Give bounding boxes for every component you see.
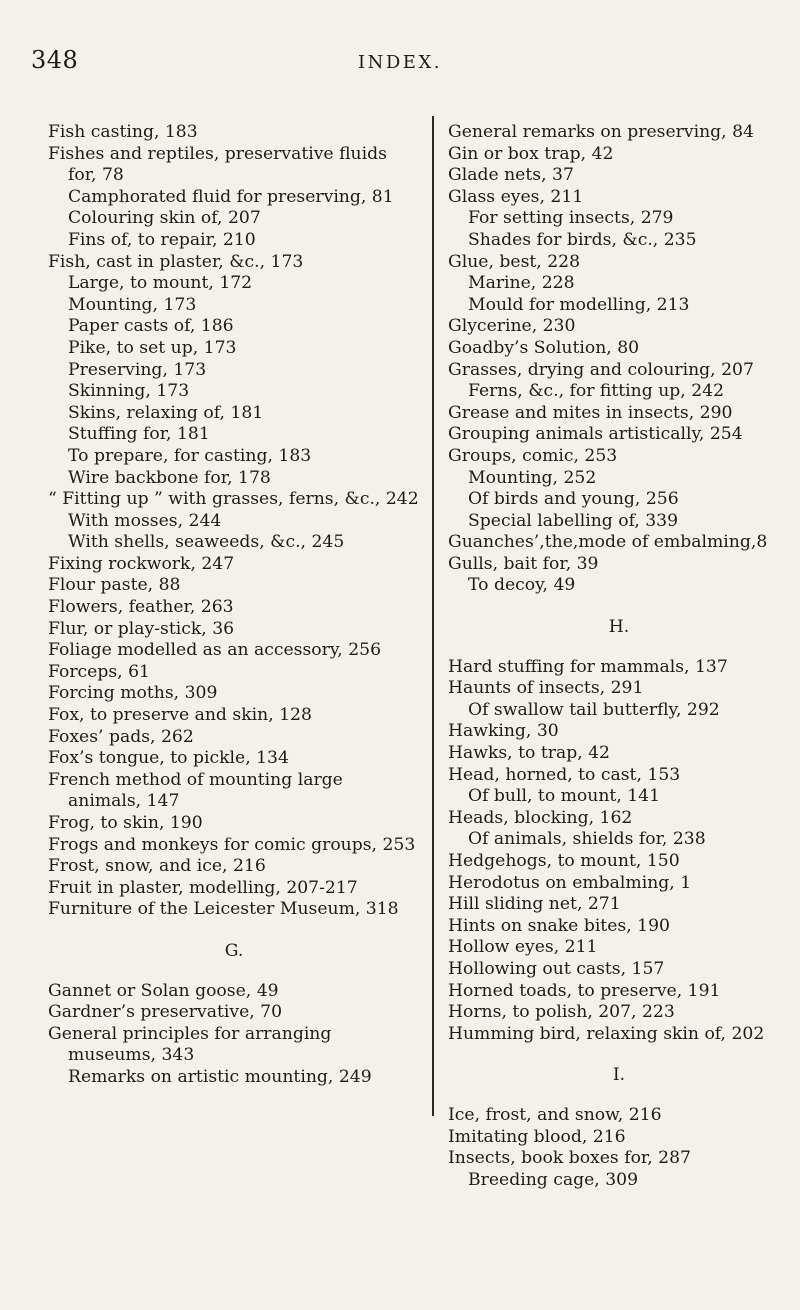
index-entry: Glade nets, 37	[448, 165, 574, 186]
index-subentry: Wire backbone for, 178	[68, 467, 271, 488]
index-entry: Furniture of the Leicester Museum, 318	[48, 899, 399, 920]
index-subentry: Pike, to set up, 173	[68, 337, 237, 358]
index-group	[48, 122, 420, 921]
index-entry: Frost, snow, and ice, 216	[48, 856, 266, 877]
index-entry: Fox, to preserve and skin, 128	[48, 705, 312, 726]
index-subentry: Special labelling of, 339	[468, 510, 679, 531]
index-entry: Hollowing out casts, 157	[448, 958, 665, 979]
index-entry: Flour paste, 88	[48, 575, 181, 596]
index-entry: French method of mounting large animals, 147	[48, 769, 343, 812]
index-subentry: Of birds and young, 256	[468, 489, 679, 510]
index-entry: Horns, to polish, 207, 223	[448, 1002, 675, 1023]
index-entry: Imitating blood, 216	[448, 1126, 626, 1147]
index-subentry: Mounting, 173	[68, 294, 197, 315]
index-subentry: Mounting, 252	[468, 467, 597, 488]
index-entry: Glue, best, 228	[448, 251, 581, 272]
index-subentry: To prepare, for casting, 183	[68, 445, 312, 466]
page-number: 348	[31, 46, 79, 74]
index-subentry: Of swallow tail butterfly, 292	[468, 699, 720, 720]
index-entry: Glass eyes, 211	[448, 186, 584, 207]
index-subentry: Ferns, &c., for fitting up, 242	[468, 381, 725, 402]
index-column-right	[448, 122, 790, 1191]
index-subentry: Skinning, 173	[68, 381, 190, 402]
index-entry: Hedgehogs, to mount, 150	[448, 851, 680, 871]
index-entry: Glycerine, 230	[448, 316, 576, 337]
index-entry: Head, horned, to cast, 153	[448, 764, 681, 785]
index-entry: Grease and mites in insects, 290	[448, 402, 733, 423]
section-letter-i: I.	[612, 1065, 626, 1086]
index-subentry: For setting insects, 279	[468, 208, 674, 229]
index-entry: Foxes’ pads, 262	[48, 726, 194, 747]
index-subentry: Preserving, 173	[68, 359, 207, 380]
index-entry: Fish, cast in plaster, &c., 173	[48, 251, 304, 272]
index-entry: Gulls, bait for, 39	[448, 553, 599, 574]
index-entry: Forcing moths, 309	[48, 683, 218, 704]
index-subentry: Mould for modelling, 213	[468, 294, 690, 315]
index-subentry: Large, to mount, 172	[68, 273, 253, 294]
index-subentry: Paper casts of, 186	[68, 316, 234, 337]
column-divider	[432, 116, 434, 1116]
index-subentry: Marine, 228	[468, 273, 575, 294]
index-group	[448, 1105, 790, 1191]
index-subentry: Remarks on artistic mounting, 249	[68, 1066, 372, 1087]
section-letter-h: H.	[608, 617, 630, 638]
index-entry: “ Fitting up ” with grasses, ferns, &c., 242	[48, 489, 419, 510]
index-entry: Forceps, 61	[48, 661, 150, 682]
index-entry: Insects, book boxes for, 287	[448, 1148, 691, 1169]
index-entry: Guanches’,the,mode of embalming,8	[448, 532, 768, 553]
index-entry: Gin or box trap, 42	[448, 143, 614, 164]
index-entry: Grouping animals artistically, 254	[448, 424, 743, 445]
index-group	[448, 657, 790, 1046]
index-entry: Fruit in plaster, modelling, 207-217	[48, 877, 358, 898]
section-letter-g: G.	[224, 940, 244, 961]
index-entry: Frogs and monkeys for comic groups, 253	[48, 834, 416, 855]
index-subentry: Colouring skin of, 207	[68, 208, 261, 229]
index-subentry: To decoy, 49	[468, 575, 576, 596]
index-entry: Hawks, to trap, 42	[448, 743, 610, 764]
index-entry: Ice, frost, and snow, 216	[448, 1104, 662, 1125]
index-entry: Hard stuffing for mammals, 137	[448, 656, 728, 677]
index-subentry: Of bull, to mount, 141	[468, 786, 661, 807]
index-entry: Hollow eyes, 211	[448, 937, 598, 958]
index-subentry: Fins of, to repair, 210	[68, 229, 256, 250]
index-entry: Goadby’s Solution, 80	[448, 337, 640, 358]
index-group	[48, 981, 420, 1089]
index-entry: Groups, comic, 253	[448, 445, 618, 466]
index-entry: Foliage modelled as an accessory, 256	[48, 640, 382, 661]
index-column-left	[48, 122, 420, 1089]
index-subentry: Skins, relaxing of, 181	[68, 402, 264, 423]
index-entry: Gannet or Solan goose, 49	[48, 980, 279, 1001]
index-entry: Hints on snake bites, 190	[448, 915, 670, 936]
index-entry: Herodotus on embalming, 1	[448, 872, 692, 893]
index-subentry: With mosses, 244	[68, 510, 222, 531]
index-entry: Fish casting, 183	[48, 122, 198, 142]
index-entry: Heads, blocking, 162	[448, 807, 633, 828]
index-entry: Fox’s tongue, to pickle, 134	[48, 748, 289, 769]
index-entry: General principles for arranging museums, 343	[48, 1023, 332, 1066]
index-subentry: Camphorated fluid for preserving, 81	[68, 186, 394, 207]
index-entry: Grasses, drying and colouring, 207	[448, 359, 754, 380]
index-group	[448, 122, 790, 597]
index-subentry: With shells, seaweeds, &c., 245	[68, 532, 345, 553]
index-entry: Frog, to skin, 190	[48, 813, 203, 833]
index-entry: Humming bird, relaxing skin of, 202	[448, 1023, 765, 1044]
index-entry: Fishes and reptiles, preservative fluids for, 78	[48, 143, 387, 186]
index-subentry: Shades for birds, &c., 235	[468, 229, 697, 250]
index-entry: Flur, or play-stick, 36	[48, 618, 235, 639]
index-subentry: Stuffing for, 181	[68, 424, 210, 445]
index-entry: Hill sliding net, 271	[448, 894, 621, 915]
index-entry: Horned toads, to preserve, 191	[448, 980, 721, 1001]
running-head: INDEX.	[358, 52, 442, 73]
index-entry: Hawking, 30	[448, 721, 559, 742]
index-entry: Fixing rockwork, 247	[48, 553, 235, 574]
index-entry: General remarks on preserving, 84	[448, 122, 754, 142]
index-entry: Flowers, feather, 263	[48, 597, 234, 618]
index-entry: Gardner’s preservative, 70	[48, 1002, 283, 1023]
index-subentry: Breeding cage, 309	[468, 1169, 639, 1190]
index-entry: Haunts of insects, 291	[448, 678, 644, 699]
index-subentry: Of animals, shields for, 238	[468, 829, 706, 850]
